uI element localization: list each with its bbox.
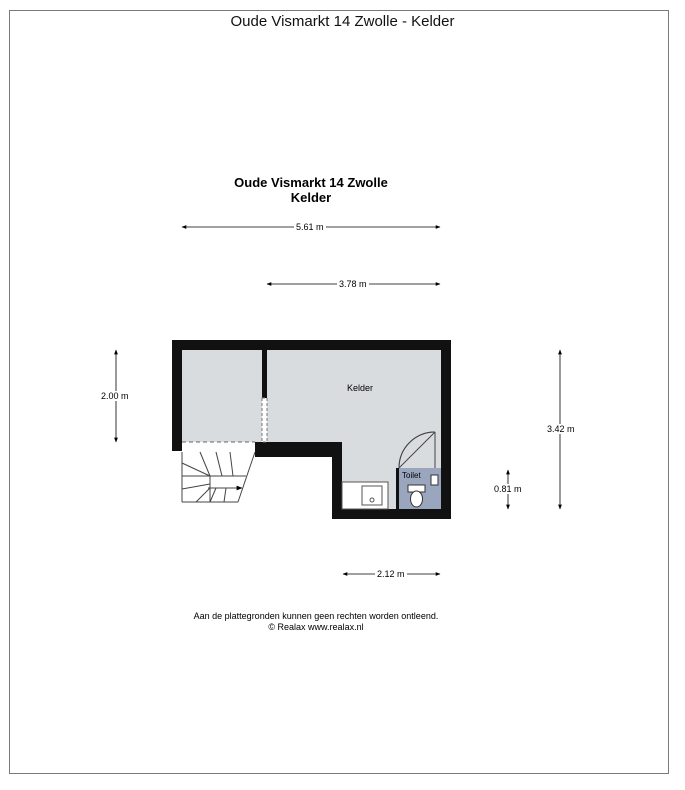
- plan-subtitle: Kelder: [290, 190, 332, 205]
- kelder-floor: [267, 350, 441, 442]
- partition-opening: [262, 398, 267, 442]
- dim-label-overall-width: 5.61 m: [296, 222, 324, 232]
- partition-wall: [262, 350, 267, 398]
- dim-label-lower-width: 2.12 m: [377, 569, 405, 579]
- dim-label-right-height: 3.42 m: [547, 424, 575, 434]
- room-label-toilet: Toilet: [402, 471, 421, 480]
- sink-icon: [342, 482, 388, 509]
- dim-label-toilet-height: 0.81 m: [494, 484, 522, 494]
- room-label-kelder: Kelder: [347, 383, 374, 393]
- disclaimer-text: Aan de plattegronden kunnen geen rechten worden ontleend.: [193, 611, 439, 621]
- dim-label-left-height: 2.00 m: [101, 391, 129, 401]
- page-title: Oude Vismarkt 14 Zwolle - Kelder: [230, 13, 455, 30]
- copyright-text: © Realax www.realax.nl: [268, 622, 364, 632]
- toilet-wall: [396, 468, 399, 509]
- plan-title: Oude Vismarkt 14 Zwolle: [234, 175, 388, 190]
- stair-opening: [182, 442, 255, 502]
- dim-label-kelder-width: 3.78 m: [339, 279, 367, 289]
- left-room-floor: [182, 350, 262, 442]
